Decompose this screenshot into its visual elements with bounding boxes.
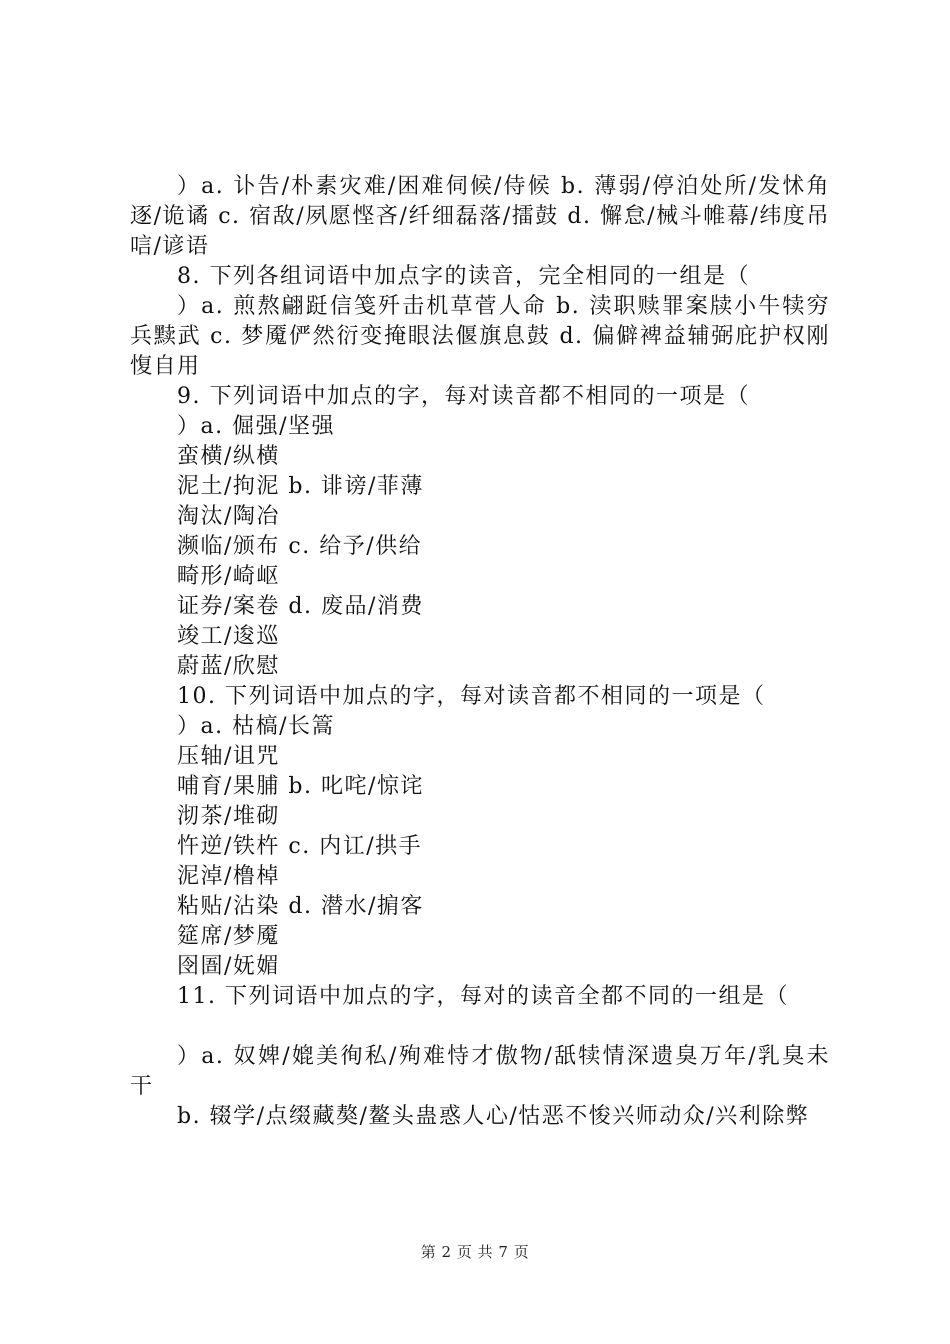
text-line: 粘贴/沾染 d. 潜水/掮客 — [177, 894, 424, 919]
text-line: 蔚蓝/欣慰 — [177, 654, 280, 679]
text-line: 沏茶/堆砌 — [177, 804, 280, 829]
text-line: 9. 下列词语中加点的字，每对读音都不相同的一项是（ — [177, 384, 750, 409]
text-line: 蛮横/纵横 — [177, 444, 280, 469]
text-line: 畸形/崎岖 — [177, 564, 280, 589]
page-footer: 第 2 页 共 7 页 — [420, 1243, 530, 1261]
text-line: ）a. 倔强/坚强 — [177, 414, 336, 439]
text-line: ）a. 枯槁/长篙 — [177, 714, 336, 739]
paragraph-line: ）a. 奴婢/媲美徇私/殉难恃才傲物/舐犊情深遗臭万年/乳臭未干 — [130, 1044, 830, 1099]
text-line: 8. 下列各组词语中加点字的读音，完全相同的一组是（ — [177, 264, 750, 289]
text-line: 淘汰/陶冶 — [177, 504, 280, 529]
blank-line — [130, 1012, 830, 1042]
paragraph-line: ）a. 煎熬翩跹信笺歼击机草菅人命 b. 渎职赎罪案牍小牛犊穷兵黩武 c. 梦魇俨然衍变掩眼法偃旗息鼓 d. 偏僻裨益辅弼庇护权刚愎自用 — [130, 294, 830, 379]
paragraph-line: ）a. 讣告/朴素灾难/困难伺候/侍候 b. 薄弱/停泊处所/发怵角逐/诡谲 c. 宿敌/夙愿悭吝/纤细磊落/擂鼓 d. 懈怠/械斗帷幕/纬度吊唁/谚语 — [130, 174, 830, 259]
text-line: 泥淖/橹棹 — [177, 864, 280, 889]
text-line: 10. 下列词语中加点的字，每对读音都不相同的一项是（ — [177, 684, 766, 709]
paragraph-line: b. 辍学/点缀藏獒/鳌头蛊惑人心/怙恶不悛兴师动众/兴利除弊 — [177, 1104, 810, 1129]
text-line: 濒临/颁布 c. 给予/供给 — [177, 534, 423, 559]
text-line: 忤逆/铁杵 c. 内讧/拱手 — [177, 834, 423, 859]
text-line: 囹圄/妩媚 — [177, 954, 280, 979]
text-line: 哺育/果脯 b. 叱咤/惊诧 — [177, 774, 424, 799]
text-line: 11. 下列词语中加点的字，每对的读音全都不同的一组是（ — [177, 984, 789, 1009]
document-body — [130, 172, 830, 1132]
text-line: 证券/案卷 d. 废品/消费 — [177, 594, 424, 619]
text-line: 竣工/逡巡 — [177, 624, 280, 649]
text-line: 压轴/诅咒 — [177, 744, 280, 769]
text-line: 泥土/拘泥 b. 诽谤/菲薄 — [177, 474, 424, 499]
text-line: 筵席/梦魇 — [177, 924, 280, 949]
